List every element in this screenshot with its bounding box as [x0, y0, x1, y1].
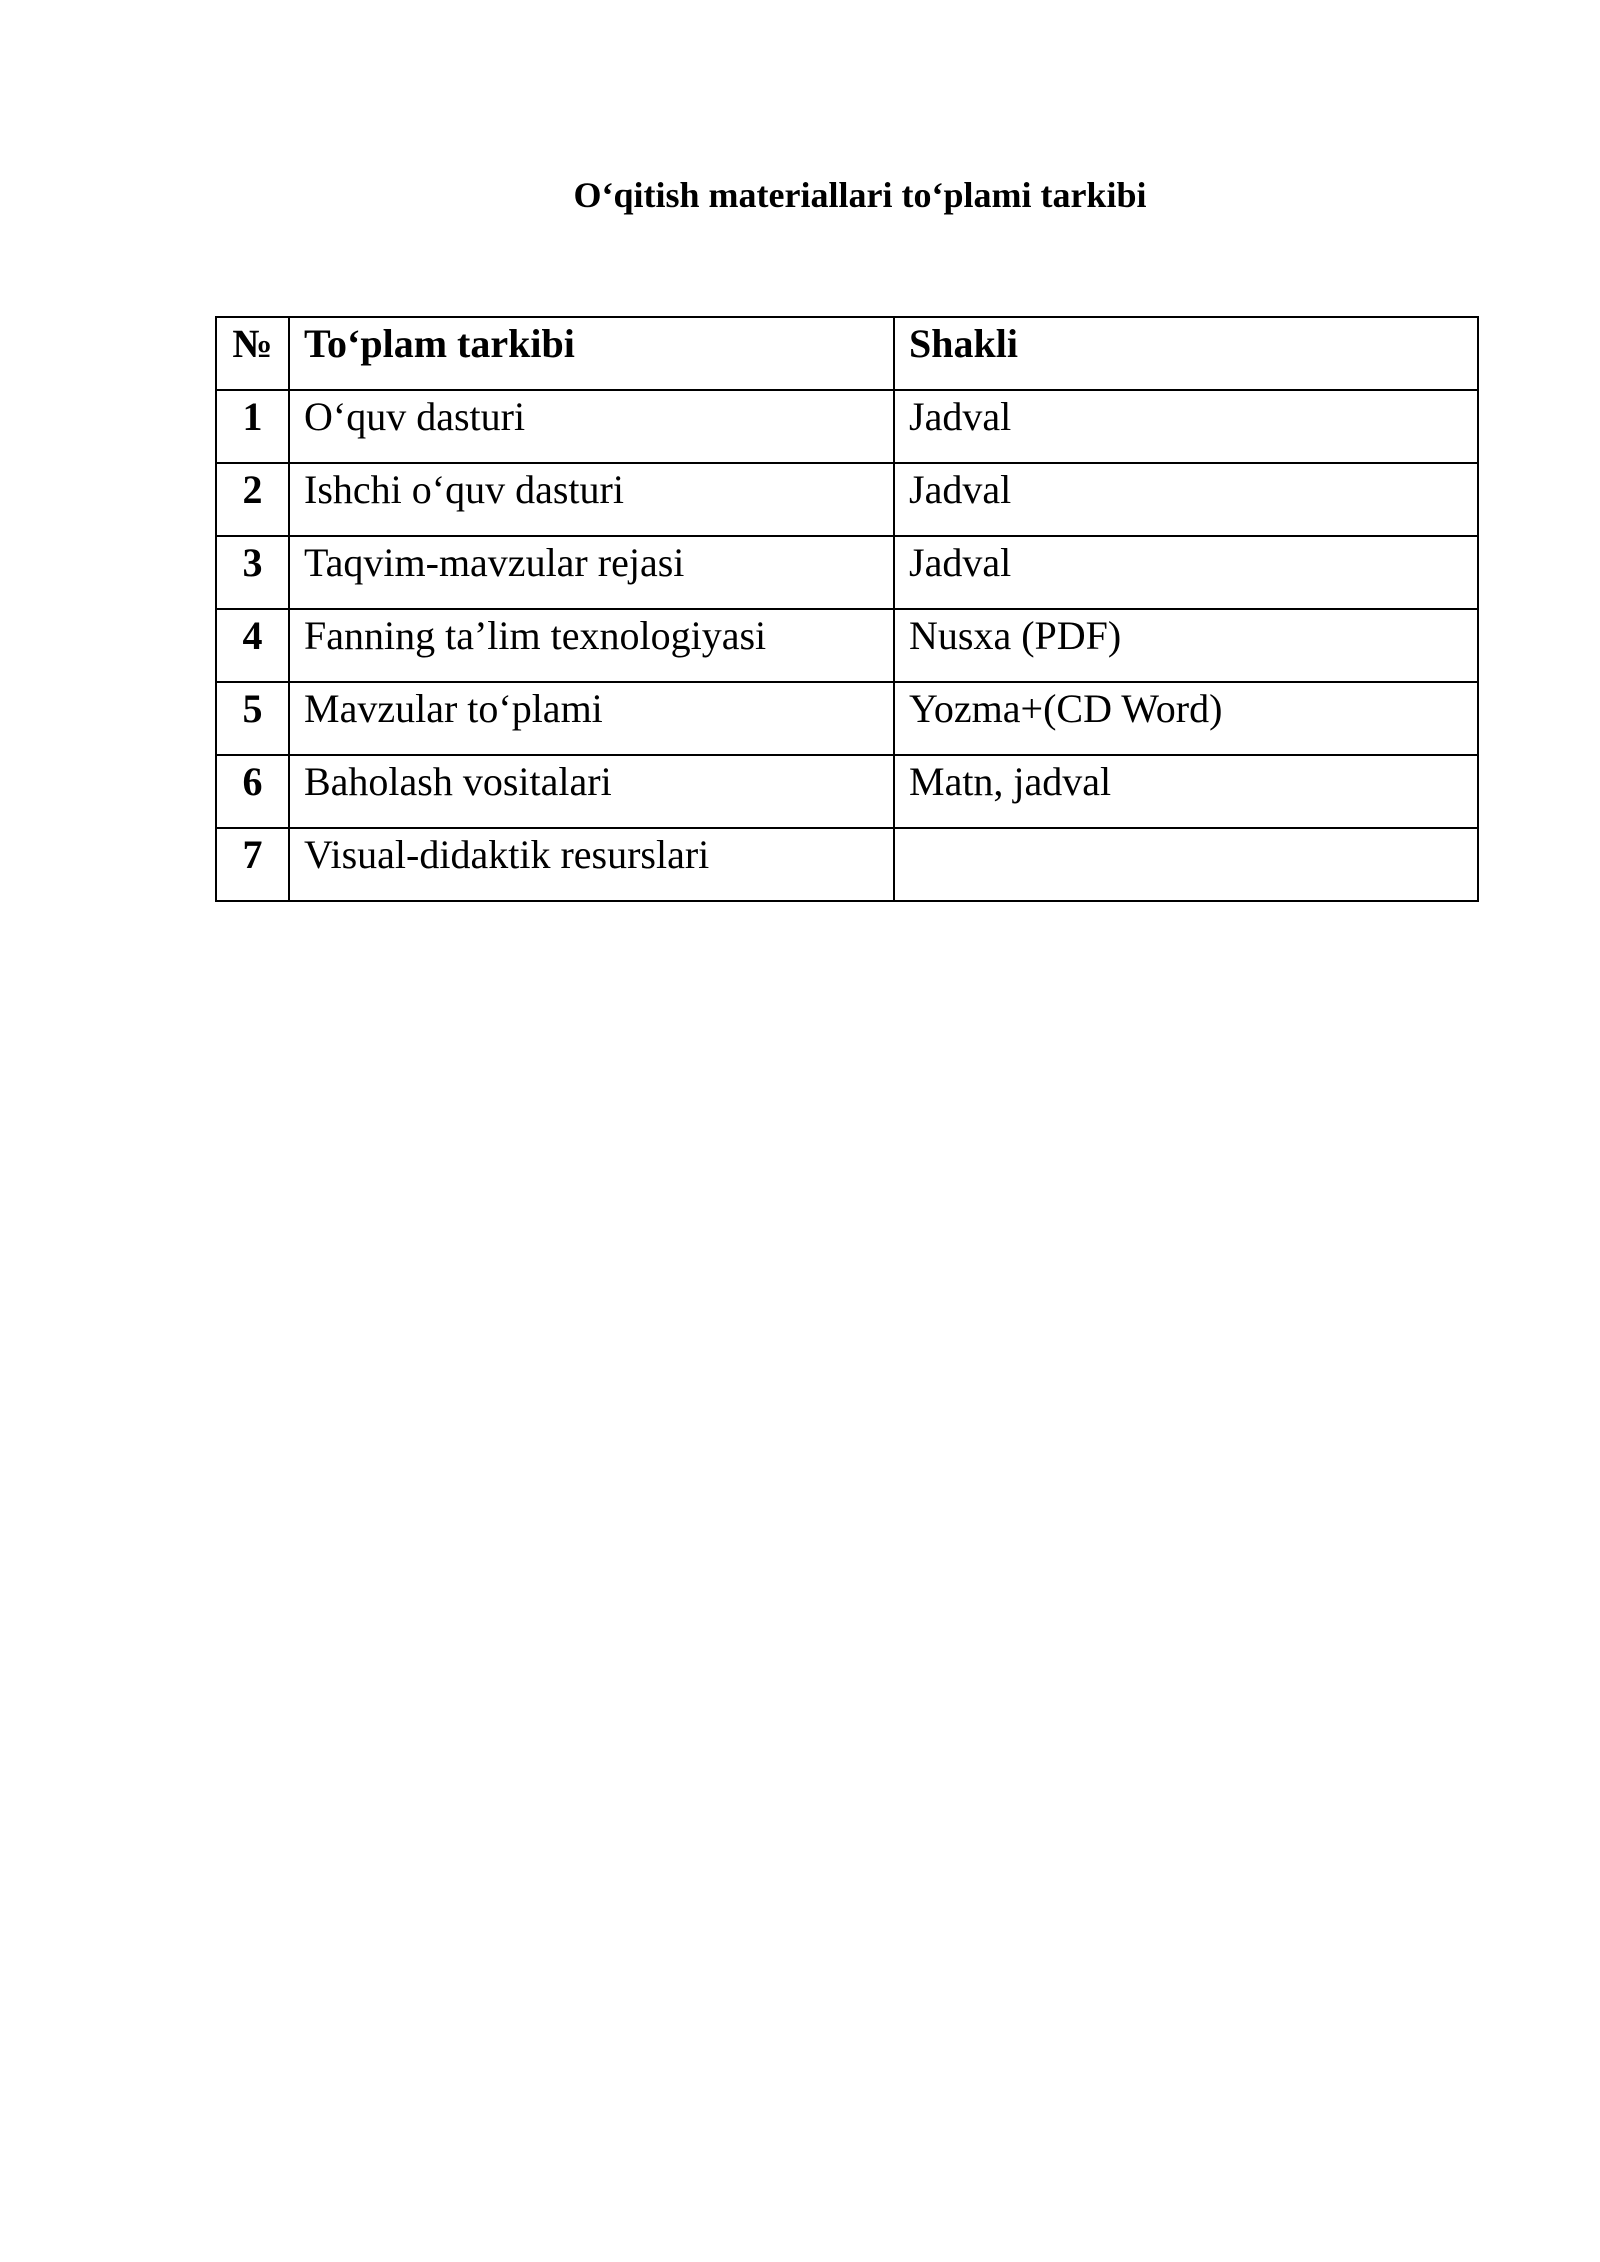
row-item: Ishchi o‘quv dasturi	[289, 463, 894, 536]
row-form: Matn, jadval	[894, 755, 1478, 828]
row-number: 7	[216, 828, 289, 901]
row-form: Jadval	[894, 390, 1478, 463]
row-item: Baholash vositalari	[289, 755, 894, 828]
row-item: Taqvim-mavzular rejasi	[289, 536, 894, 609]
row-form: Jadval	[894, 463, 1478, 536]
row-item: Mavzular to‘plami	[289, 682, 894, 755]
row-form	[894, 828, 1478, 901]
row-number: 1	[216, 390, 289, 463]
table-row	[216, 755, 1478, 828]
table-row	[216, 536, 1478, 609]
header-form: Shakli	[894, 317, 1478, 390]
row-form: Nusxa (PDF)	[894, 609, 1478, 682]
row-item: Visual-didaktik resurslari	[289, 828, 894, 901]
page-title: O‘qitish materiallari to‘plami tarkibi	[573, 175, 1147, 215]
row-form: Yozma+(CD Word)	[894, 682, 1478, 755]
row-form: Jadval	[894, 536, 1478, 609]
row-number: 5	[216, 682, 289, 755]
row-number: 2	[216, 463, 289, 536]
materials-table	[215, 316, 1479, 902]
table-row	[216, 682, 1478, 755]
table-row	[216, 609, 1478, 682]
header-number: №	[216, 317, 289, 390]
table-header-row	[216, 317, 1478, 390]
row-number: 6	[216, 755, 289, 828]
header-item: To‘plam tarkibi	[289, 317, 894, 390]
row-number: 3	[216, 536, 289, 609]
row-item: Fanning ta’lim texnologiyasi	[289, 609, 894, 682]
row-item: O‘quv dasturi	[289, 390, 894, 463]
table-row	[216, 828, 1478, 901]
row-number: 4	[216, 609, 289, 682]
table-row	[216, 390, 1478, 463]
table-row	[216, 463, 1478, 536]
